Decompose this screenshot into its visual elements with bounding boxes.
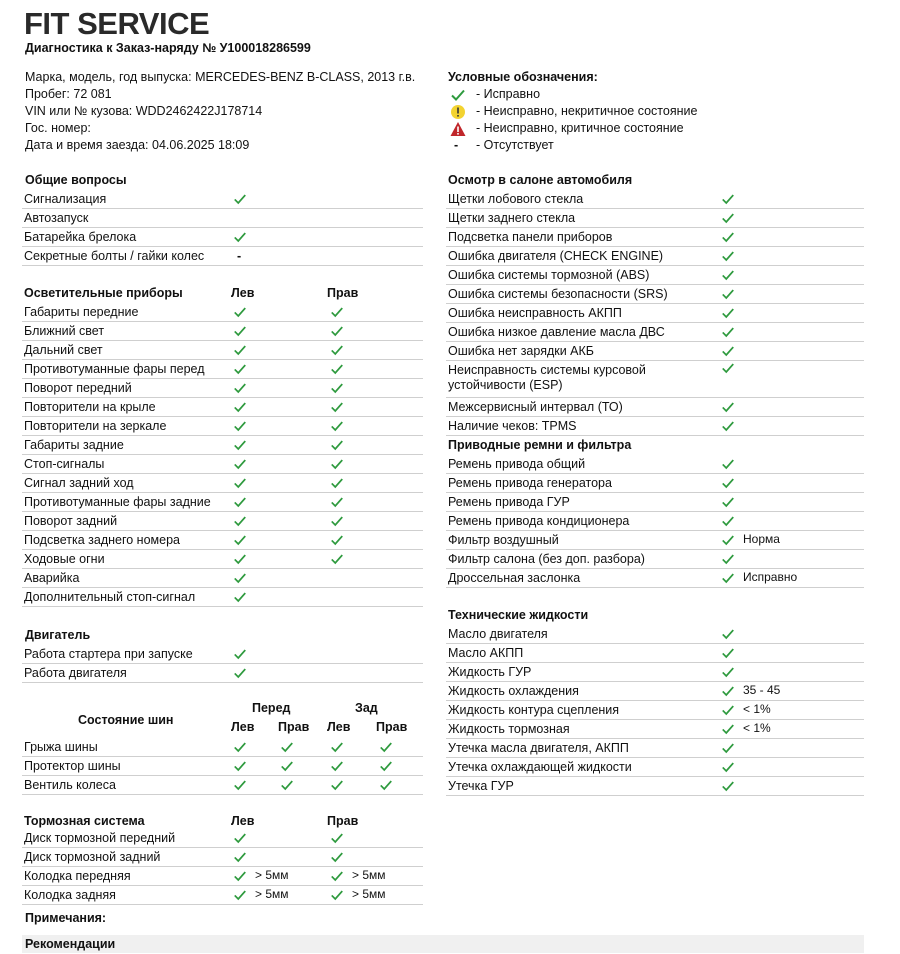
check-icon (233, 438, 247, 452)
row-label: Щетки заднего стекла (448, 211, 576, 225)
check-icon (721, 495, 735, 509)
row-value: > 5мм (352, 868, 386, 882)
check-icon (330, 533, 344, 547)
row-label: Поворот передний (24, 381, 132, 395)
row-label: Дальний свет (24, 343, 103, 357)
table-row (446, 550, 864, 569)
check-icon (721, 419, 735, 433)
check-icon (721, 287, 735, 301)
check-icon (330, 343, 344, 357)
table-row (22, 829, 423, 848)
col-left-label: Лев (231, 286, 255, 300)
lights-table (22, 303, 423, 607)
check-icon (721, 514, 735, 528)
table-row (446, 361, 864, 398)
tires-rear-label: Зад (355, 701, 378, 715)
row-label: Сигнал задний ход (24, 476, 134, 490)
table-row (446, 266, 864, 285)
table-row (22, 588, 423, 607)
row-label: Ходовые огни (24, 552, 105, 566)
section-tires-title: Состояние шин (78, 713, 174, 727)
warning-circle-icon (450, 104, 466, 120)
left-column (22, 171, 423, 905)
table-row (22, 341, 423, 360)
row-label: Автозапуск (24, 211, 89, 225)
check-icon (233, 888, 247, 902)
row-label: Ремень привода кондиционера (448, 514, 630, 528)
table-row (22, 848, 423, 867)
general-table (22, 190, 423, 266)
table-row (22, 738, 423, 757)
tires-table (22, 738, 423, 795)
check-icon (330, 831, 344, 845)
check-icon (233, 778, 247, 792)
check-icon (233, 192, 247, 206)
row-label: Секретные болты / гайки колес (24, 249, 205, 263)
table-row (446, 701, 864, 720)
table-row (22, 645, 423, 664)
alert-triangle-icon (450, 121, 466, 137)
row-label: Противотуманные фары перед (24, 362, 205, 376)
vehicle-plate: Гос. номер: (25, 121, 91, 135)
row-label: Масло АКПП (448, 646, 524, 660)
check-icon (233, 850, 247, 864)
table-row (446, 512, 864, 531)
legend-absent-label: - Отсутствует (476, 138, 554, 152)
row-value: < 1% (743, 721, 771, 735)
section-belts-title: Приводные ремни и фильтра (448, 438, 632, 452)
absent-dash: - (237, 249, 242, 263)
table-row (446, 531, 864, 550)
check-icon (721, 192, 735, 206)
check-icon (379, 759, 393, 773)
row-label: Жидкость охлаждения (448, 684, 579, 698)
tires-front-right-label: Прав (278, 720, 310, 734)
check-icon (233, 552, 247, 566)
row-label: Наличие чеков: TPMS (448, 419, 577, 433)
table-row (22, 360, 423, 379)
table-row (22, 550, 423, 569)
table-row (446, 739, 864, 758)
brakes-header (22, 813, 423, 829)
check-icon (233, 476, 247, 490)
table-row (22, 474, 423, 493)
check-icon (233, 740, 247, 754)
table-row (446, 474, 864, 493)
table-row (446, 342, 864, 361)
check-icon (721, 571, 735, 585)
col-left-label: Лев (231, 814, 255, 828)
check-icon (450, 87, 466, 103)
table-row (446, 758, 864, 777)
section-general-title: Общие вопросы (25, 173, 127, 187)
check-icon (233, 381, 247, 395)
row-label: Аварийка (24, 571, 80, 585)
row-label: Масло двигателя (448, 627, 548, 641)
row-label: Жидкость тормозная (448, 722, 570, 736)
check-icon (721, 779, 735, 793)
row-label: Дополнительный стоп-сигнал (24, 590, 196, 604)
check-icon (233, 419, 247, 433)
table-row (446, 228, 864, 247)
row-label: Повторители на крыле (24, 400, 156, 414)
check-icon (379, 778, 393, 792)
row-label: Ремень привода общий (448, 457, 586, 471)
check-icon (330, 419, 344, 433)
row-label: Диск тормозной передний (24, 831, 176, 845)
row-label: Протектор шины (24, 759, 121, 773)
row-label: Фильтр салона (без доп. разбора) (448, 552, 645, 566)
check-icon (330, 888, 344, 902)
check-icon (330, 457, 344, 471)
table-row (446, 323, 864, 342)
row-label: Грыжа шины (24, 740, 98, 754)
table-row (446, 417, 864, 436)
row-value: 35 - 45 (743, 683, 781, 697)
table-row (446, 625, 864, 644)
check-icon (330, 476, 344, 490)
check-icon (233, 647, 247, 661)
check-icon (233, 759, 247, 773)
check-icon (330, 381, 344, 395)
recommendations-label: Рекомендации (22, 935, 864, 953)
row-label: Батарейка брелока (24, 230, 137, 244)
row-label: Ошибка нет зарядки АКБ (448, 344, 595, 358)
check-icon (233, 343, 247, 357)
row-label: Неисправность системы курсовой устойчивости (ESP) (448, 363, 646, 392)
tires-rear-right-label: Прав (376, 720, 408, 734)
row-label: Утечка ГУР (448, 779, 514, 793)
notes-label: Примечания: (25, 911, 107, 925)
row-label: Утечка масла двигателя, АКПП (448, 741, 629, 755)
table-row (22, 455, 423, 474)
legend-critical (448, 120, 858, 137)
section-engine-title: Двигатель (25, 628, 91, 642)
brakes-table (22, 829, 423, 905)
row-value: Норма (743, 532, 780, 546)
row-label: Ошибка низкое давление масла ДВС (448, 325, 665, 339)
check-icon (721, 552, 735, 566)
check-icon (233, 869, 247, 883)
check-icon (233, 666, 247, 680)
row-label: Ремень привода ГУР (448, 495, 570, 509)
check-icon (330, 850, 344, 864)
check-icon (721, 476, 735, 490)
check-icon (721, 457, 735, 471)
check-icon (330, 869, 344, 883)
table-row (446, 285, 864, 304)
table-row (446, 682, 864, 701)
col-right-label: Прав (327, 814, 359, 828)
table-row (22, 664, 423, 683)
check-icon (721, 684, 735, 698)
check-icon (280, 759, 294, 773)
row-label: Жидкость ГУР (448, 665, 532, 679)
table-row (446, 209, 864, 228)
row-label: Ремень привода генератора (448, 476, 612, 490)
right-column (446, 171, 864, 796)
table-row (22, 322, 423, 341)
check-icon (721, 306, 735, 320)
row-label: Противотуманные фары задние (24, 495, 211, 509)
section-brakes-title: Тормозная система (24, 814, 145, 828)
check-icon (721, 722, 735, 736)
section-lights-title: Осветительные приборы (24, 286, 183, 300)
row-label: Колодка передняя (24, 869, 131, 883)
check-icon (721, 646, 735, 660)
check-icon (721, 230, 735, 244)
row-label: Колодка задняя (24, 888, 116, 902)
check-icon (330, 400, 344, 414)
row-value: < 1% (743, 702, 771, 716)
row-label: Ошибка неисправность АКПП (448, 306, 622, 320)
row-value: > 5мм (255, 868, 289, 882)
table-row (446, 644, 864, 663)
check-icon (330, 552, 344, 566)
legend-title: Условные обозначения: (448, 70, 598, 84)
table-row (22, 886, 423, 905)
check-icon (233, 571, 247, 585)
row-label: Габариты передние (24, 305, 139, 319)
legend-minor-label: - Неисправно, некритичное состояние (476, 104, 698, 118)
row-label: Ближний свет (24, 324, 105, 338)
row-label: Работа двигателя (24, 666, 127, 680)
legend (448, 69, 858, 154)
table-row (446, 569, 864, 588)
check-icon (721, 400, 735, 414)
check-icon (721, 325, 735, 339)
row-label: Подсветка панели приборов (448, 230, 613, 244)
check-icon (280, 778, 294, 792)
row-label: Дроссельная заслонка (448, 571, 581, 585)
check-icon (721, 361, 735, 375)
table-row (446, 247, 864, 266)
row-label: Фильтр воздушный (448, 533, 559, 547)
check-icon (721, 627, 735, 641)
table-row (22, 190, 423, 209)
vehicle-info (25, 69, 435, 154)
table-row (446, 304, 864, 323)
row-label: Работа стартера при запуске (24, 647, 193, 661)
check-icon (721, 268, 735, 282)
table-row (446, 493, 864, 512)
row-label: Диск тормозной задний (24, 850, 161, 864)
table-row (446, 190, 864, 209)
table-row (22, 247, 423, 266)
col-right-label: Прав (327, 286, 359, 300)
legend-minor (448, 103, 858, 120)
row-label: Подсветка заднего номера (24, 533, 180, 547)
check-icon (233, 305, 247, 319)
check-icon (233, 362, 247, 376)
document-subtitle: Диагностика к Заказ-наряду № У100018286599 (25, 41, 311, 55)
row-label: Утечка охлаждающей жидкости (448, 760, 632, 774)
table-row (22, 531, 423, 550)
check-icon (721, 249, 735, 263)
check-icon (233, 533, 247, 547)
legend-ok-label: - Исправно (476, 87, 541, 101)
row-label: Ошибка системы безопасности (SRS) (448, 287, 668, 301)
table-row (22, 757, 423, 776)
check-icon (330, 305, 344, 319)
belts-table (446, 455, 864, 588)
row-label: Сигнализация (24, 192, 107, 206)
check-icon (379, 740, 393, 754)
tires-front-left-label: Лев (231, 720, 255, 734)
check-icon (721, 344, 735, 358)
row-value: > 5мм (255, 887, 289, 901)
check-icon (233, 457, 247, 471)
check-icon (233, 230, 247, 244)
check-icon (721, 703, 735, 717)
check-icon (330, 362, 344, 376)
legend-ok (448, 86, 858, 103)
dash-icon: - (454, 138, 459, 152)
vehicle-vin: VIN или № кузова: WDD2462422J178714 (25, 104, 263, 118)
tires-rear-left-label: Лев (327, 720, 351, 734)
table-row (22, 569, 423, 588)
check-icon (233, 831, 247, 845)
check-icon (233, 514, 247, 528)
table-row (22, 867, 423, 886)
check-icon (280, 740, 294, 754)
row-label: Межсервисный интервал (ТО) (448, 400, 623, 414)
check-icon (721, 533, 735, 547)
row-label: Габариты задние (24, 438, 124, 452)
tires-front-label: Перед (252, 701, 291, 715)
check-icon (330, 759, 344, 773)
table-row (22, 493, 423, 512)
table-row (22, 209, 423, 228)
vehicle-date: Дата и время заезда: 04.06.2025 18:09 (25, 138, 250, 152)
row-label: Ошибка двигателя (CHECK ENGINE) (448, 249, 664, 263)
check-icon (330, 438, 344, 452)
section-cabin-title: Осмотр в салоне автомобиля (448, 173, 633, 187)
check-icon (233, 400, 247, 414)
table-row (446, 663, 864, 682)
check-icon (330, 495, 344, 509)
check-icon (233, 590, 247, 604)
table-row (446, 777, 864, 796)
row-label: Жидкость контура сцепления (448, 703, 620, 717)
row-label: Щетки лобового стекла (448, 192, 584, 206)
vehicle-model: Марка, модель, год выпуска: MERCEDES-BENZ B-CLASS, 2013 г.в. (25, 70, 416, 84)
row-label: Вентиль колеса (24, 778, 116, 792)
section-fluids-title: Технические жидкости (448, 608, 589, 622)
table-row (22, 436, 423, 455)
table-row (446, 455, 864, 474)
legend-absent (448, 137, 858, 154)
table-row (22, 379, 423, 398)
cabin-table (446, 190, 864, 436)
check-icon (330, 324, 344, 338)
row-label: Стоп-сигналы (24, 457, 105, 471)
check-icon (233, 324, 247, 338)
check-icon (330, 740, 344, 754)
check-icon (721, 665, 735, 679)
table-row (22, 417, 423, 436)
check-icon (721, 211, 735, 225)
check-icon (330, 778, 344, 792)
check-icon (721, 741, 735, 755)
check-icon (721, 760, 735, 774)
table-row (446, 720, 864, 739)
brand-logo: FIT SERVICE (24, 6, 210, 41)
tires-header (22, 701, 423, 739)
table-row (22, 228, 423, 247)
row-label: Поворот задний (24, 514, 118, 528)
table-row (446, 398, 864, 417)
check-icon (330, 514, 344, 528)
legend-critical-label: - Неисправно, критичное состояние (476, 121, 684, 135)
row-value: > 5мм (352, 887, 386, 901)
row-label: Ошибка системы тормозной (ABS) (448, 268, 650, 282)
row-label: Повторители на зеркале (24, 419, 167, 433)
fluids-table (446, 625, 864, 796)
lights-header (22, 284, 423, 303)
vehicle-mileage: Пробег: 72 081 (25, 87, 112, 101)
table-row (22, 303, 423, 322)
check-icon (233, 495, 247, 509)
table-row (22, 776, 423, 795)
row-value: Исправно (743, 570, 798, 584)
table-row (22, 398, 423, 417)
table-row (22, 512, 423, 531)
